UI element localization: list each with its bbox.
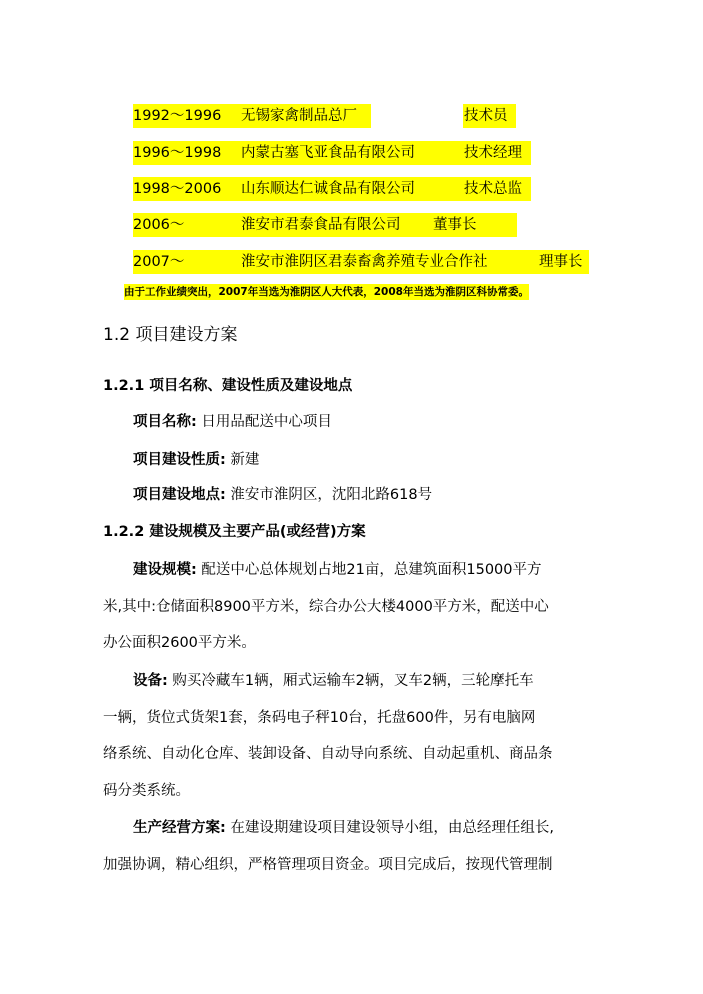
career-company: 内蒙古塞飞亚食品有限公司 (241, 145, 415, 161)
equip-line-3: 络系统、自动化仓库、装卸设备、自动导向系统、自动起重机、商品条 (103, 746, 553, 762)
plan-text: 在建设期建设项目建设领导小组，由总经理任组长, (225, 820, 555, 836)
project-nature-line (133, 448, 259, 472)
scale-label: 建设规模: (133, 562, 197, 578)
scale-line-3: 办公面积2600平方米。 (103, 635, 256, 651)
career-period: 1992～1996 (133, 108, 222, 124)
career-company: 淮安市淮阴区君泰畜禽养殖专业合作社 (241, 254, 488, 270)
equip-line-1 (133, 669, 534, 693)
section-heading-1-2-1: 1.2.1 项目名称、建设性质及建设地点 (103, 378, 353, 394)
career-role: 技术总监 (464, 181, 522, 197)
career-row (133, 104, 516, 128)
plan-line-2: 加强协调，精心组织，严格管理项目资金。项目完成后，按现代管理制 (103, 857, 553, 873)
career-role: 理事长 (539, 254, 583, 270)
project-site-line (133, 483, 432, 507)
career-role: 董事长 (433, 217, 477, 233)
project-nature-value: 新建 (225, 452, 260, 468)
career-role: 技术经理 (464, 145, 522, 161)
career-company: 山东顺达仁诚食品有限公司 (241, 181, 415, 197)
career-role: 技术员 (464, 108, 508, 124)
career-row (133, 213, 517, 237)
plan-label: 生产经营方案: (133, 820, 226, 836)
scale-line-2: 米,其中:仓储面积8900平方米，综合办公大楼4000平方米，配送中心 (103, 599, 549, 615)
equip-text: 购买冷藏车1辆，厢式运输车2辆，叉车2辆，三轮摩托车 (167, 673, 534, 689)
scale-line-1 (133, 558, 542, 582)
project-name-value: 日用品配送中心项目 (196, 414, 332, 430)
career-row (133, 250, 589, 274)
project-name-label: 项目名称: (133, 414, 197, 430)
project-nature-label: 项目建设性质: (133, 452, 226, 468)
project-site-value: 淮安市淮阴区，沈阳北路618号 (225, 487, 433, 503)
equip-line-2: 一辆，货位式货架1套，条码电子秤10台，托盘600件，另有电脑网 (103, 710, 536, 726)
career-period: 1998～2006 (133, 181, 222, 197)
plan-line-1 (133, 816, 554, 840)
equip-line-4: 码分类系统。 (103, 783, 190, 799)
equip-label: 设备: (133, 673, 168, 689)
career-row (133, 177, 531, 201)
career-period: 1996～1998 (133, 145, 222, 161)
project-site-label: 项目建设地点: (133, 487, 226, 503)
scale-text: 配送中心总体规划占地21亩，总建筑面积15000平方 (196, 562, 542, 578)
career-row (133, 141, 531, 165)
section-heading-1-2: 1.2 项目建设方案 (103, 325, 238, 345)
career-company: 淮安市君泰食品有限公司 (241, 217, 401, 233)
career-period: 2006～ (133, 217, 185, 233)
section-heading-1-2-2: 1.2.2 建设规模及主要产品(或经营)方案 (103, 524, 366, 540)
career-period: 2007～ (133, 254, 185, 270)
achievement-note: 由于工作业绩突出，2007年当选为淮阴区人大代表，2008年当选为淮阴区科协常委。 (124, 286, 529, 298)
project-name-line (133, 410, 332, 434)
career-company: 无锡家禽制品总厂 (241, 108, 357, 124)
